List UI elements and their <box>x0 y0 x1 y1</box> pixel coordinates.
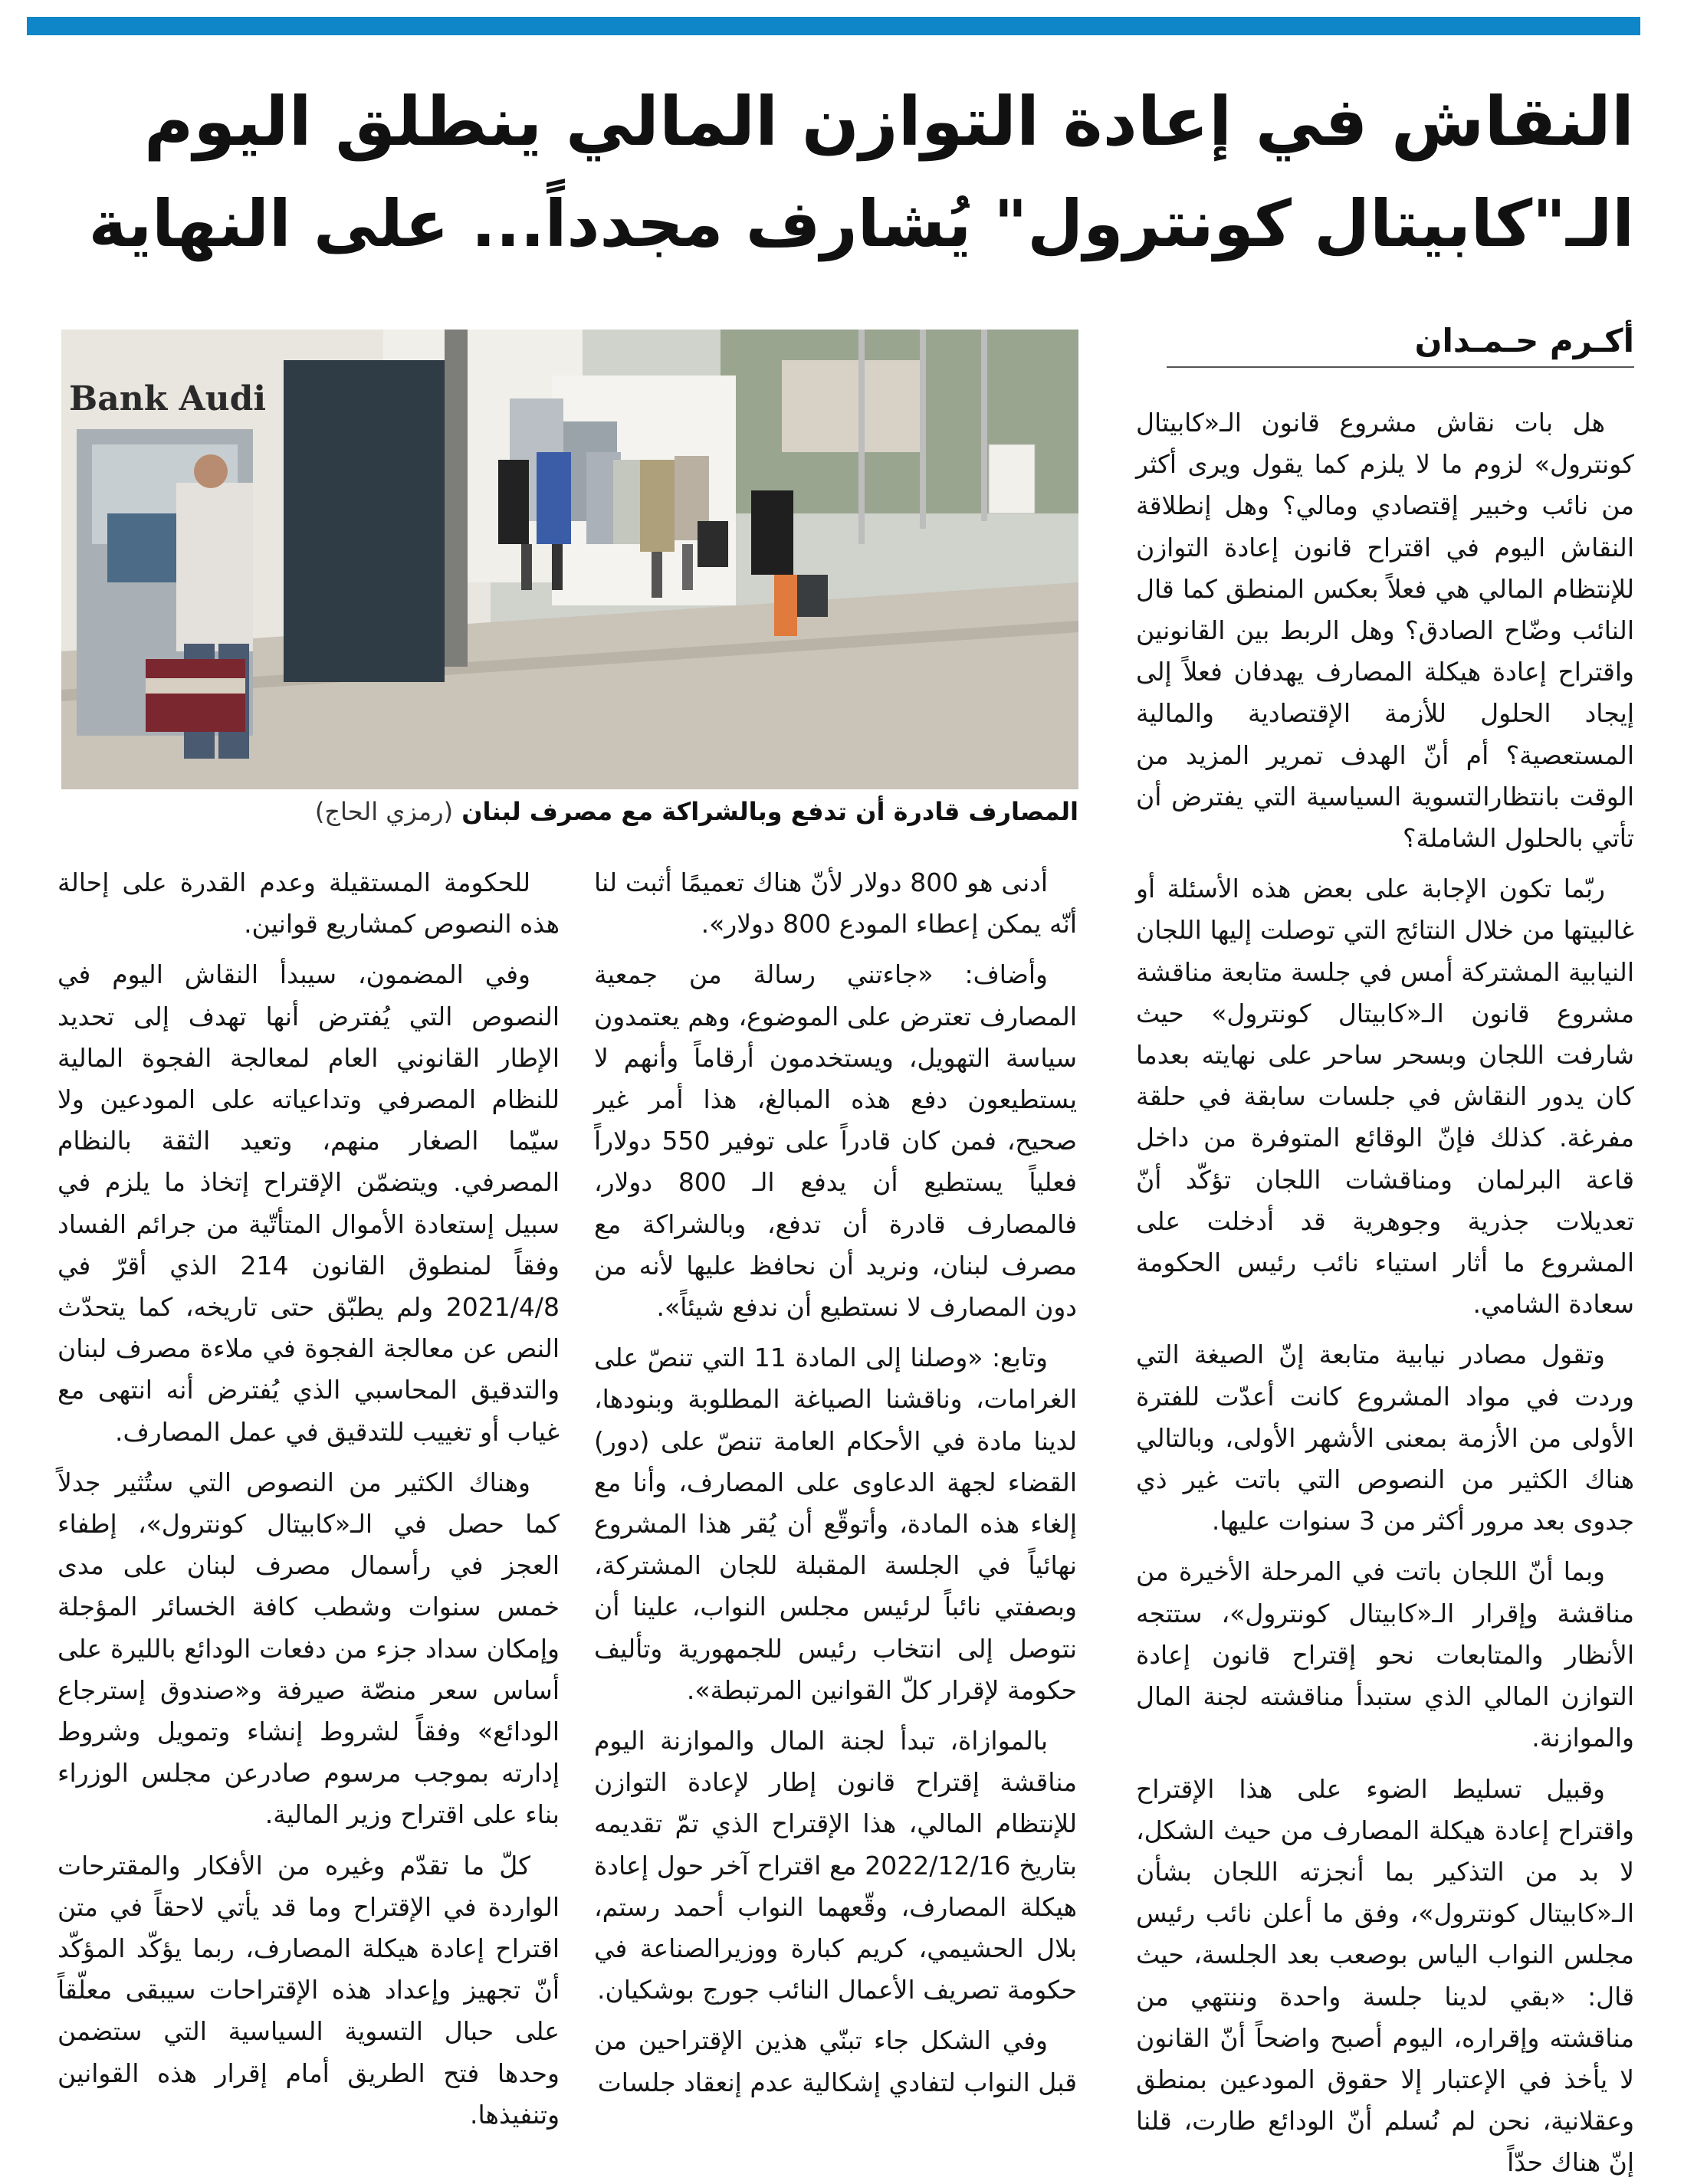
article-column-3 <box>57 862 560 2130</box>
photo-caption <box>61 797 1078 826</box>
byline-divider <box>1167 366 1634 368</box>
headline-line2: الـ"كابيتال كونترول" يُشارف مجدداً... على النهاية <box>88 186 1634 261</box>
photo-bank-sign-text: Bank Audi <box>69 379 267 418</box>
article-paragraph: هل بات نقاش مشروع قانون الـ«كابيتال كونترول» لزوم ما لا يلزم كما يقول ويرى أكثر من نائب وخبير إقتصادي ومالي؟ وهل إنطلاقة النقاش اليوم في اقتراح قانون إعادة التوازن للإنتظام المالي هي فعلاً بعكس المنطق كما قال النائب وضّاح الصادق؟ وهل الربط بين القانونين واقتراح إعادة هيكلة المصارف يهدفان فعلاً إلى إيجاد الحلول للأزمة الإقتصادية والمالية المستعصية؟ أم أنّ الهدف تمرير المزيد من الوقت بانتظارالتسوية السياسية التي يفترض أن تأتي بالحلول الشاملة؟ <box>1136 408 1634 854</box>
headline-line1: النقاش في إعادة التوازن المالي ينطلق اليوم <box>143 82 1634 161</box>
article-paragraph: ربّما تكون الإجابة على بعض هذه الأسئلة أو غالبيتها من خلال النتائج التي توصلت إليها اللجان النيابية المشتركة أمس في جلسة متابعة مناقشة مشروع قانون الـ«كابيتال كونترول» حيث شارفت اللجان وبسحر ساحر على نهايته بعدما كان يدور النقاش في جلسات سابقة في حلقة مفرغة. كذلك فإنّ الوقائع المتوفرة من داخل قاعة البرلمان ومناقشات اللجان تؤكّد أنّ تعديلات جذرية وجوهرية قد أدخلت على المشروع ما أثار استياء نائب رئيس الحكومة سعادة الشامي. <box>1135 874 1634 1320</box>
article-paragraph: وفي المضمون، سيبدأ النقاش اليوم في النصوص التي يُفترض أنها تهدف إلى تحديد الإطار القانوني العام لمعالجة الفجوة المالية للنظام المصرفي وتداعياته على المودعين ولا سيّما الصغار منهم، وتعيد الثقة بالنظام المصرفي. ويتضمّن الإقتراح إتخاذ ما يلزم في سبيل إستعادة الأموال المتأتّية من جرائم الفساد وفقاً لمنطوق القانون 214 الذي أقرّ في 2021/4/8 ولم يطبّق حتى تاريخه، كما يتحدّث النص عن معالجة الفجوة في ملاءة مصرف لبنان والتدقيق المحاسبي الذي يُفترض أنه انتهى مع غياب أو تغييب للتدقيق في عمل المصارف. <box>57 959 560 1447</box>
author-byline: أكـرم حـمـدان <box>1414 322 1634 359</box>
article-paragraph: وتقول مصادر نيابية متابعة إنّ الصيغة التي وردت في مواد المشروع كانت أعدّت للفترة الأولى من الأزمة بمعنى الأشهر الأولى، وبالتالي هناك الكثير من النصوص التي باتت غير ذي جدوى بعد مرور أكثر من 3 سنوات عليها. <box>1136 1340 1634 1536</box>
photo-credit: (رمزي الحاج) <box>314 797 454 826</box>
photo-caption-text: المصارف قادرة أن تدفع وبالشراكة مع مصرف لبنان <box>461 797 1078 826</box>
article-paragraph: وهناك الكثير من النصوص التي ستُثير جدلاً كما حصل في الـ«كابيتال كونترول»، إطفاء العجز في رأسمال مصرف لبنان على مدى خمس سنوات وشطب كافة الخسائر المؤجلة وإمكان سداد جزء من دفعات الودائع بالليرة على أساس سعر منصّة صيرفة و«صندوق إسترجاع الودائع» وفقاً لشروط إنشاء وتمويل وشروط إدارته بموجب مرسوم صادرعن مجلس الوزراء بناء على اقتراح وزير المالية. <box>57 1467 560 1830</box>
top-color-bar <box>27 17 1640 35</box>
article-paragraph: كلّ ما تقدّم وغيره من الأفكار والمقترحات الواردة في الإقتراح وما قد يأتي لاحقاً في متن اقتراح إعادة هيكلة المصارف، ربما يؤكّد المؤكّد أنّ تجهيز وإعداد هذه الإقتراحات سيبقى معلّقاً على حبال التسوية السياسية التي ستضمن وحدها فتح الطريق أمام إقرار هذه القوانين وتنفيذها. <box>57 1850 560 2130</box>
article-paragraph: وتابع: «وصلنا إلى المادة 11 التي تنصّ على الغرامات، وناقشنا الصياغة المطلوبة وبنودها، لدينا مادة في الأحكام العامة تنصّ على (دور) القضاء لجهة الدعاوى على المصارف، وأنا مع إلغاء هذه المادة، وأتوقّع أن يُقر هذا المشروع نهائياً في الجلسة المقبلة للجان المشتركة، وبصفتي نائباً لرئيس مجلس النواب، علينا أن نتوصل إلى انتخاب رئيس للجمهورية وتأليف حكومة لإقرار كلّ القوانين المرتبطة». <box>594 1343 1077 1705</box>
article-column-1 <box>1135 402 1634 2178</box>
article-paragraph: وأضاف: «جاءتني رسالة من جمعية المصارف تعترض على الموضوع، وهم يعتمدون سياسة التهويل، ويستخدمون أرقاماً وأنهم لا يستطيعون دفع هذه المبالغ، هذا أمر غير صحيح، فمن كان قادراً على توفير 550 دولاراً فعلياً يستطيع أن يدفع الـ 800 دولار، فالمصارف قادرة أن تدفع، وبالشراكة مع مصرف لبنان، ونريد أن نحافظ عليها لأنه من دون المصارف لا نستطيع أن ندفع شيئاً». <box>594 959 1078 1323</box>
article-paragraph: وبما أنّ اللجان باتت في المرحلة الأخيرة من مناقشة وإقرار الـ«كابيتال كونترول»، ستتجه الأنظار والمتابعات نحو إقتراح قانون إعادة التوازن المالي الذي ستبدأ مناقشته لجنة المال والموازنة. <box>1136 1556 1634 1753</box>
article-paragraph: للحكومة المستقيلة وعدم القدرة على إحالة هذه النصوص كمشاريع قوانين. <box>57 867 560 940</box>
article-paragraph: وفي الشكل جاء تبنّي هذين الإقتراحين من قبل النواب لتفادي إشكالية عدم إنعقاد جلسات <box>594 2025 1077 2097</box>
article-column-2 <box>594 862 1078 2097</box>
article-paragraph: وقبيل تسليط الضوء على هذا الإقتراح واقتراح إعادة هيكلة المصارف من حيث الشكل، لا بد من التذكير بما أنجزته اللجان بشأن الـ«كابيتال كونترول»، وفق ما أعلن نائب رئيس مجلس النواب الياس بوصعب بعد الجلسة، حيث قال: «بقي لدينا جلسة واحدة وننتهي من مناقشته وإقراره، اليوم أصبح واضحاً أنّ القانون لا يأخذ في الإعتبار إلا حقوق المودعين بمنطق وعقلانية، نحن لم نُسلم أنّ الودائع طارت، قلنا إنّ هناك حدّاً <box>1136 1773 1634 2178</box>
article-photo <box>61 330 1078 789</box>
article-paragraph: أدنى هو 800 دولار لأنّ هناك تعميمًا أثبت لنا أنّه يمكن إعطاء المودع 800 دولار». <box>594 867 1077 940</box>
article-paragraph: بالموازاة، تبدأ لجنة المال والموازنة اليوم مناقشة إقتراح قانون إطار لإعادة التوازن للإنتظام المالي، هذا الإقتراح الذي تمّ تقديمه بتاريخ 2022/12/16 مع اقتراح آخر حول إعادة هيكلة المصارف، وقّعهما النواب أحمد رستم، بلال الحشيمي، كريم كبارة ووزيرالصناعة في حكومة تصريف الأعمال النائب جورج بوشكيان. <box>594 1726 1077 2005</box>
